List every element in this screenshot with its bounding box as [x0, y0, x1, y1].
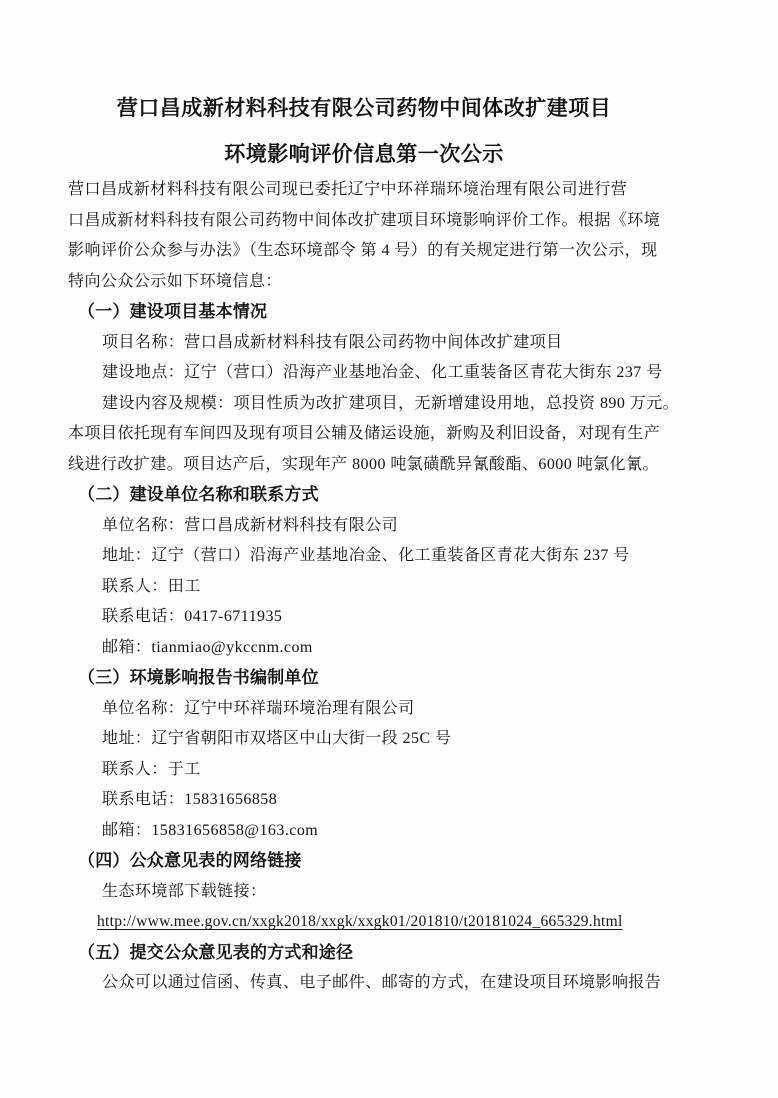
download-link-line — [68, 907, 660, 938]
section-2-heading: （二）建设单位名称和联系方式 — [78, 485, 319, 504]
section-1-heading: （一）建设项目基本情况 — [78, 302, 268, 321]
intro-line-4: 特向公众公示如下环境信息： — [68, 272, 282, 290]
section-3-email: 邮箱：15831656858@163.com — [102, 821, 319, 839]
section-2-phone: 联系电话：0417-6711935 — [102, 608, 283, 625]
section-5-body-line-1: 公众可以通过信函、传真、电子邮件、邮寄的方式，在建设项目环境影响报告 — [102, 974, 662, 991]
section-3-heading: （三）环境影响报告书编制单位 — [78, 668, 319, 687]
section-1-project-name: 项目名称：营口昌成新材料科技有限公司药物中间体改扩建项目 — [102, 333, 563, 351]
section-3-company-name: 单位名称：辽宁中环祥瑞环境治理有限公司 — [102, 699, 415, 717]
section-3-contact-person: 联系人：于工 — [102, 760, 201, 778]
section-2-contact-person: 联系人：田工 — [102, 577, 201, 595]
section-5-heading: （五）提交公众意见表的方式和途径 — [78, 942, 354, 962]
document-title-line1: 营口昌成新材料科技有限公司药物中间体改扩建项目 — [116, 97, 612, 120]
section-1-scope: 建设内容及规模：项目性质为改扩建项目，无新增建设用地，总投资 890 万元。 — [102, 394, 680, 412]
section-2-company-name: 单位名称：营口昌成新材料科技有限公司 — [102, 516, 399, 534]
document-title-block — [68, 86, 660, 178]
section-1-scope-cont-1: 本项目依托现有车间四及现有项目公辅及储运设施，新购及利旧设备，对现有生产 — [68, 425, 661, 442]
section-4-download-label: 生态环境部下载链接： — [102, 882, 267, 900]
section-1-location: 建设地点：辽宁（营口）沿海产业基地冶金、化工重装备区青花大街东 237 号 — [102, 364, 663, 381]
section-4-heading: （四）公众意见表的网络链接 — [78, 851, 302, 870]
download-link-url[interactable]: http://www.mee.gov.cn/xxgk2018/xxgk/xxgk01/201810/t20181024_665329.html — [97, 913, 623, 930]
section-3-phone: 联系电话：15831656858 — [102, 791, 278, 808]
section-2-address: 地址：辽宁（营口）沿海产业基地冶金、化工重装备区青花大街东 237 号 — [102, 547, 630, 564]
section-3-address: 地址：辽宁省朝阳市双塔区中山大街一段 25C 号 — [102, 730, 452, 747]
intro-line-2: 口昌成新材料科技有限公司药物中间体改扩建项目环境影响评价工作。根据《环境 — [68, 211, 661, 229]
section-1-scope-cont-2: 线进行改扩建。项目达产后，实现年产 8000 吨氯磺酰异氰酸酯、6000 吨氯化氰。 — [68, 455, 659, 473]
document-body — [68, 175, 680, 999]
intro-line-1: 营口昌成新材料科技有限公司现已委托辽宁中环祥瑞环境治理有限公司进行营 — [68, 181, 628, 198]
section-2-email: 邮箱：tianmiao@ykccnm.com — [102, 638, 313, 656]
document-title-line2: 环境影响评价信息第一次公示 — [224, 143, 504, 166]
intro-line-3: 影响评价公众参与办法》（生态环境部令 第 4 号）的有关规定进行第一次公示，现 — [68, 242, 658, 259]
